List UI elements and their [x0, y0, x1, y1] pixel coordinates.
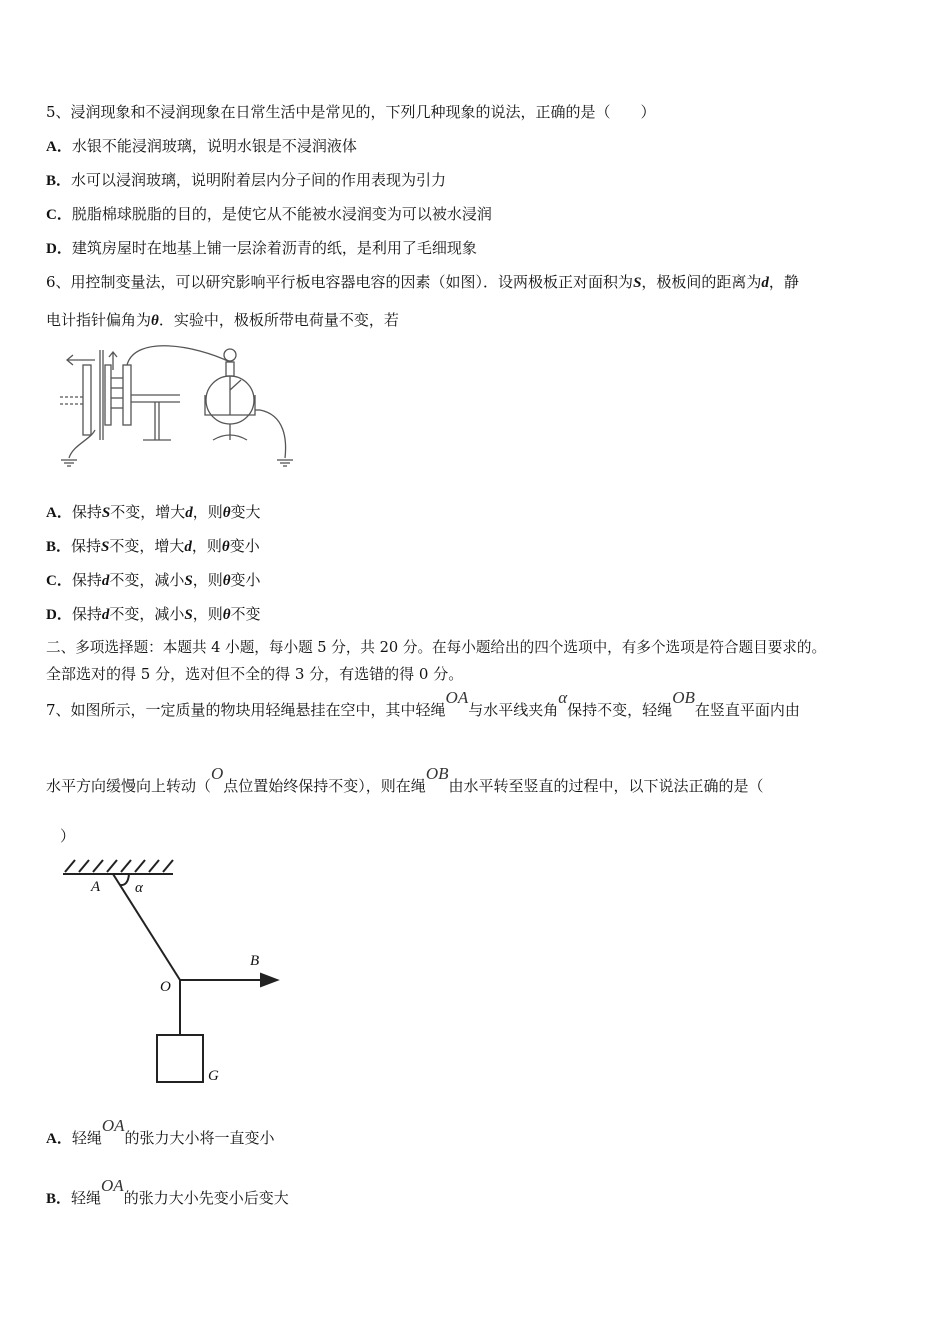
q7-option-b: B．轻绳OA的张力大小先变小后变大 [46, 1176, 289, 1207]
q6-option-a: A．保持S不变，增大d，则θ变大 [46, 503, 261, 521]
q5-option-a: A．水银不能浸润玻璃，说明水银是不浸润液体 [46, 137, 357, 155]
fig-label-a: A [91, 879, 101, 895]
q6-option-c: C．保持d不变，减小S，则θ变小 [46, 571, 261, 589]
q7-option-a: A．轻绳OA的张力大小将一直变小 [46, 1116, 275, 1147]
fig-label-o: O [160, 979, 171, 995]
q6-option-d: D．保持d不变，减小S，则θ不变 [46, 605, 261, 623]
q7-stem-line1: 7、如图所示，一定质量的物块用轻绳悬挂在空中，其中轻绳OA与水平线夹角α保持不变，轻绳OB在竖直平面内由 [46, 688, 800, 719]
rope-pulley-figure [55, 850, 295, 1090]
q5-stem: 5、浸润现象和不浸润现象在日常生活中是常见的，下列几种现象的说法，正确的是（ ） [46, 103, 656, 121]
q6-stem-line1: 6、用控制变量法，可以研究影响平行板电容器电容的因素（如图）．设两极板正对面积为S，极板间的距离为d，静 [46, 273, 799, 291]
q5-option-b: B．水可以浸润玻璃，说明附着层内分子间的作用表现为引力 [46, 171, 447, 189]
q7-stem-line3: ） [60, 827, 76, 845]
fig-label-g: G [208, 1068, 219, 1084]
q5-option-c: C．脱脂棉球脱脂的目的，是使它从不能被水浸润变为可以被水浸润 [46, 205, 492, 223]
section2-instructions-1: 二、多项选择题：本题共 4 小题，每小题 5 分，共 20 分。在每小题给出的四个选项中，有多个选项是符合题目要求的。 [46, 639, 827, 656]
fig-label-b: B [250, 953, 260, 969]
q6-stem-line2: 电计指针偏角为θ．实验中，极板所带电荷量不变，若 [46, 311, 399, 329]
section2-instructions-2: 全部选对的得 5 分，选对但不全的得 3 分，有选错的得 0 分。 [46, 665, 464, 683]
q7-stem-line2: 水平方向缓慢向上转动（O点位置始终保持不变），则在绳OB由水平转至竖直的过程中，以下说法正确的是（ [46, 764, 764, 795]
capacitor-electroscope-figure [55, 340, 300, 475]
q6-option-b: B．保持S不变，增大d，则θ变小 [46, 537, 260, 555]
fig-label-alpha: α [135, 880, 143, 896]
q5-option-d: D．建筑房屋时在地基上铺一层涂着沥青的纸，是利用了毛细现象 [46, 239, 477, 257]
